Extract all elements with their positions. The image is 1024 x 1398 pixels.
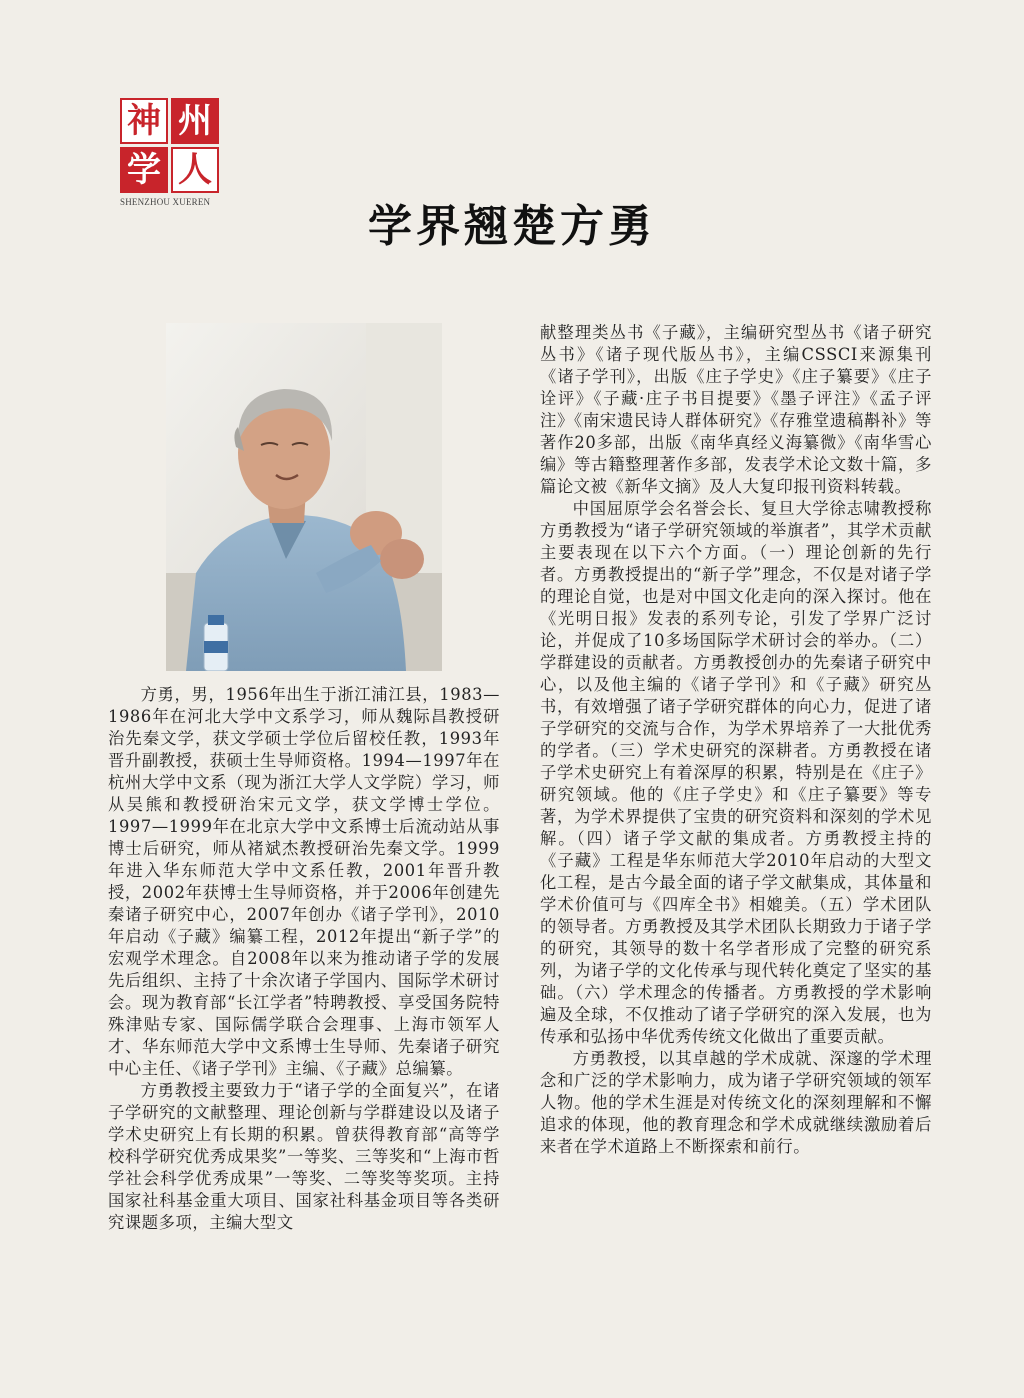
logo-char-ren: 人 <box>171 147 219 193</box>
portrait-photo <box>166 323 442 671</box>
bio-paragraph: 方勇，男，1956年出生于浙江浦江县，1983—1986年在河北大学中文系学习，师从魏际昌教授研治先秦文学，获文学硕士学位后留校任教，1993年晋升副教授，获硕士生导师资格。1994—1997年在杭州大学中文系（现为浙江大学人文学院）学习，师从吴熊和教授研治宋元文学，获文学博士学位。1997—1999年在北京大学中文系博士后流动站从事博士后研究，师从褚斌杰教授研治先秦文学。1999年进入华东师范大学中文系任教，2001年晋升教授，2002年获博士生导师资格，并于2006年创建先秦诸子研究中心，2007年创办《诸子学刊》，2010年启动《子藏》编纂工程，2012年提出“新子学”的宏观学术理念。自2008年以来为推动诸子学的发展先后组织、主持了十余次诸子学国内、国际学术研讨会。现为教育部“长江学者”特聘教授、享受国务院特殊津贴专家、国际儒学联合会理事、上海市领军人才、华东师范大学中文系博士生导师、先秦诸子研究中心主任、《诸子学刊》主编、《子藏》总编纂。 <box>108 685 500 1078</box>
logo-subtitle: SHENZHOU XUEREN <box>120 197 211 207</box>
closing-paragraph: 方勇教授，以其卓越的学术成就、深邃的学术理念和广泛的学术影响力，成为诸子学研究领域的领军人物。他的学术生涯是对传统文化的深刻理解和不懈追求的体现，他的教育理念和学术成就继续激励着后来者在学术道路上不断探索和前行。 <box>540 1049 932 1156</box>
research-paragraph-continued: 献整理类丛书《子藏》，主编研究型丛书《诸子研究丛书》《诸子现代版丛书》，主编CSSCI来源集刊《诸子学刊》，出版《庄子学史》《庄子纂要》《庄子诠评》《子藏·庄子书目提要》《墨子评注》《孟子评注》《南宋遗民诗人群体研究》《存雅堂遗稿斠补》等著作20多部，出版《南华真经义海纂微》《南华雪心编》等古籍整理著作多部，发表学术论文数十篇，多篇论文被《新华文摘》及人大复印报刊资料转载。 <box>540 323 932 496</box>
right-text-column <box>540 322 932 1158</box>
logo-char-zhou: 州 <box>171 98 219 144</box>
research-paragraph: 方勇教授主要致力于“诸子学的全面复兴”，在诸子学研究的文献整理、理论创新与学群建设以及诸子学术史研究上有长期的积累。曾获得教育部“高等学校科学研究优秀成果奖”一等奖、三等奖和“上海市哲学社会科学优秀成果”一等奖、二等奖等奖项。主持国家社科基金重大项目、国家社科基金项目等各类研究课题多项，主编大型文 <box>108 1081 500 1232</box>
portrait-photo-drawing <box>166 323 442 671</box>
logo-char-xue: 学 <box>120 147 168 193</box>
article-title: 学界翘楚方勇 <box>368 201 656 252</box>
left-text-column <box>108 684 500 1234</box>
contributions-paragraph: 中国屈原学会名誉会长、复旦大学徐志啸教授称方勇教授为“诸子学研究领域的举旗者”，其学术贡献主要表现在以下六个方面。（一）理论创新的先行者。方勇教授提出的“新子学”理念，不仅是对诸子学的理论自觉，也是对中国文化走向的深入探讨。他在《光明日报》发表的系列专论，引发了学界广泛讨论，并促成了10多场国际学术研讨会的举办。（二）学群建设的贡献者。方勇教授创办的先秦诸子研究中心，以及他主编的《诸子学刊》和《子藏》研究丛书，有效增强了诸子学研究群体的向心力，促进了诸子学研究的交流与合作，为学术界培养了一大批优秀的学者。（三）学术史研究的深耕者。方勇教授在诸子学术史研究上有着深厚的积累，特别是在《庄子》研究领域。他的《庄子学史》和《庄子纂要》等专著，为学术界提供了宝贵的研究资料和深刻的学术见解。（四）诸子学文献的集成者。方勇教授主持的《子藏》工程是华东师范大学2010年启动的大型文化工程，是古今最全面的诸子学文献集成，其体量和学术价值可与《四库全书》相媲美。（五）学术团队的领导者。方勇教授及其学术团队长期致力于诸子学的研究，其领导的数十名学者形成了完整的研究系列，为诸子学的文化传承与现代转化奠定了坚实的基础。（六）学术理念的传播者。方勇教授的学术影响遍及全球，不仅推动了诸子学研究的深入发展，也为传承和弘扬中华优秀传统文化做出了重要贡献。 <box>540 499 932 1046</box>
logo-char-shen: 神 <box>120 98 168 144</box>
logo-grid <box>120 98 220 193</box>
